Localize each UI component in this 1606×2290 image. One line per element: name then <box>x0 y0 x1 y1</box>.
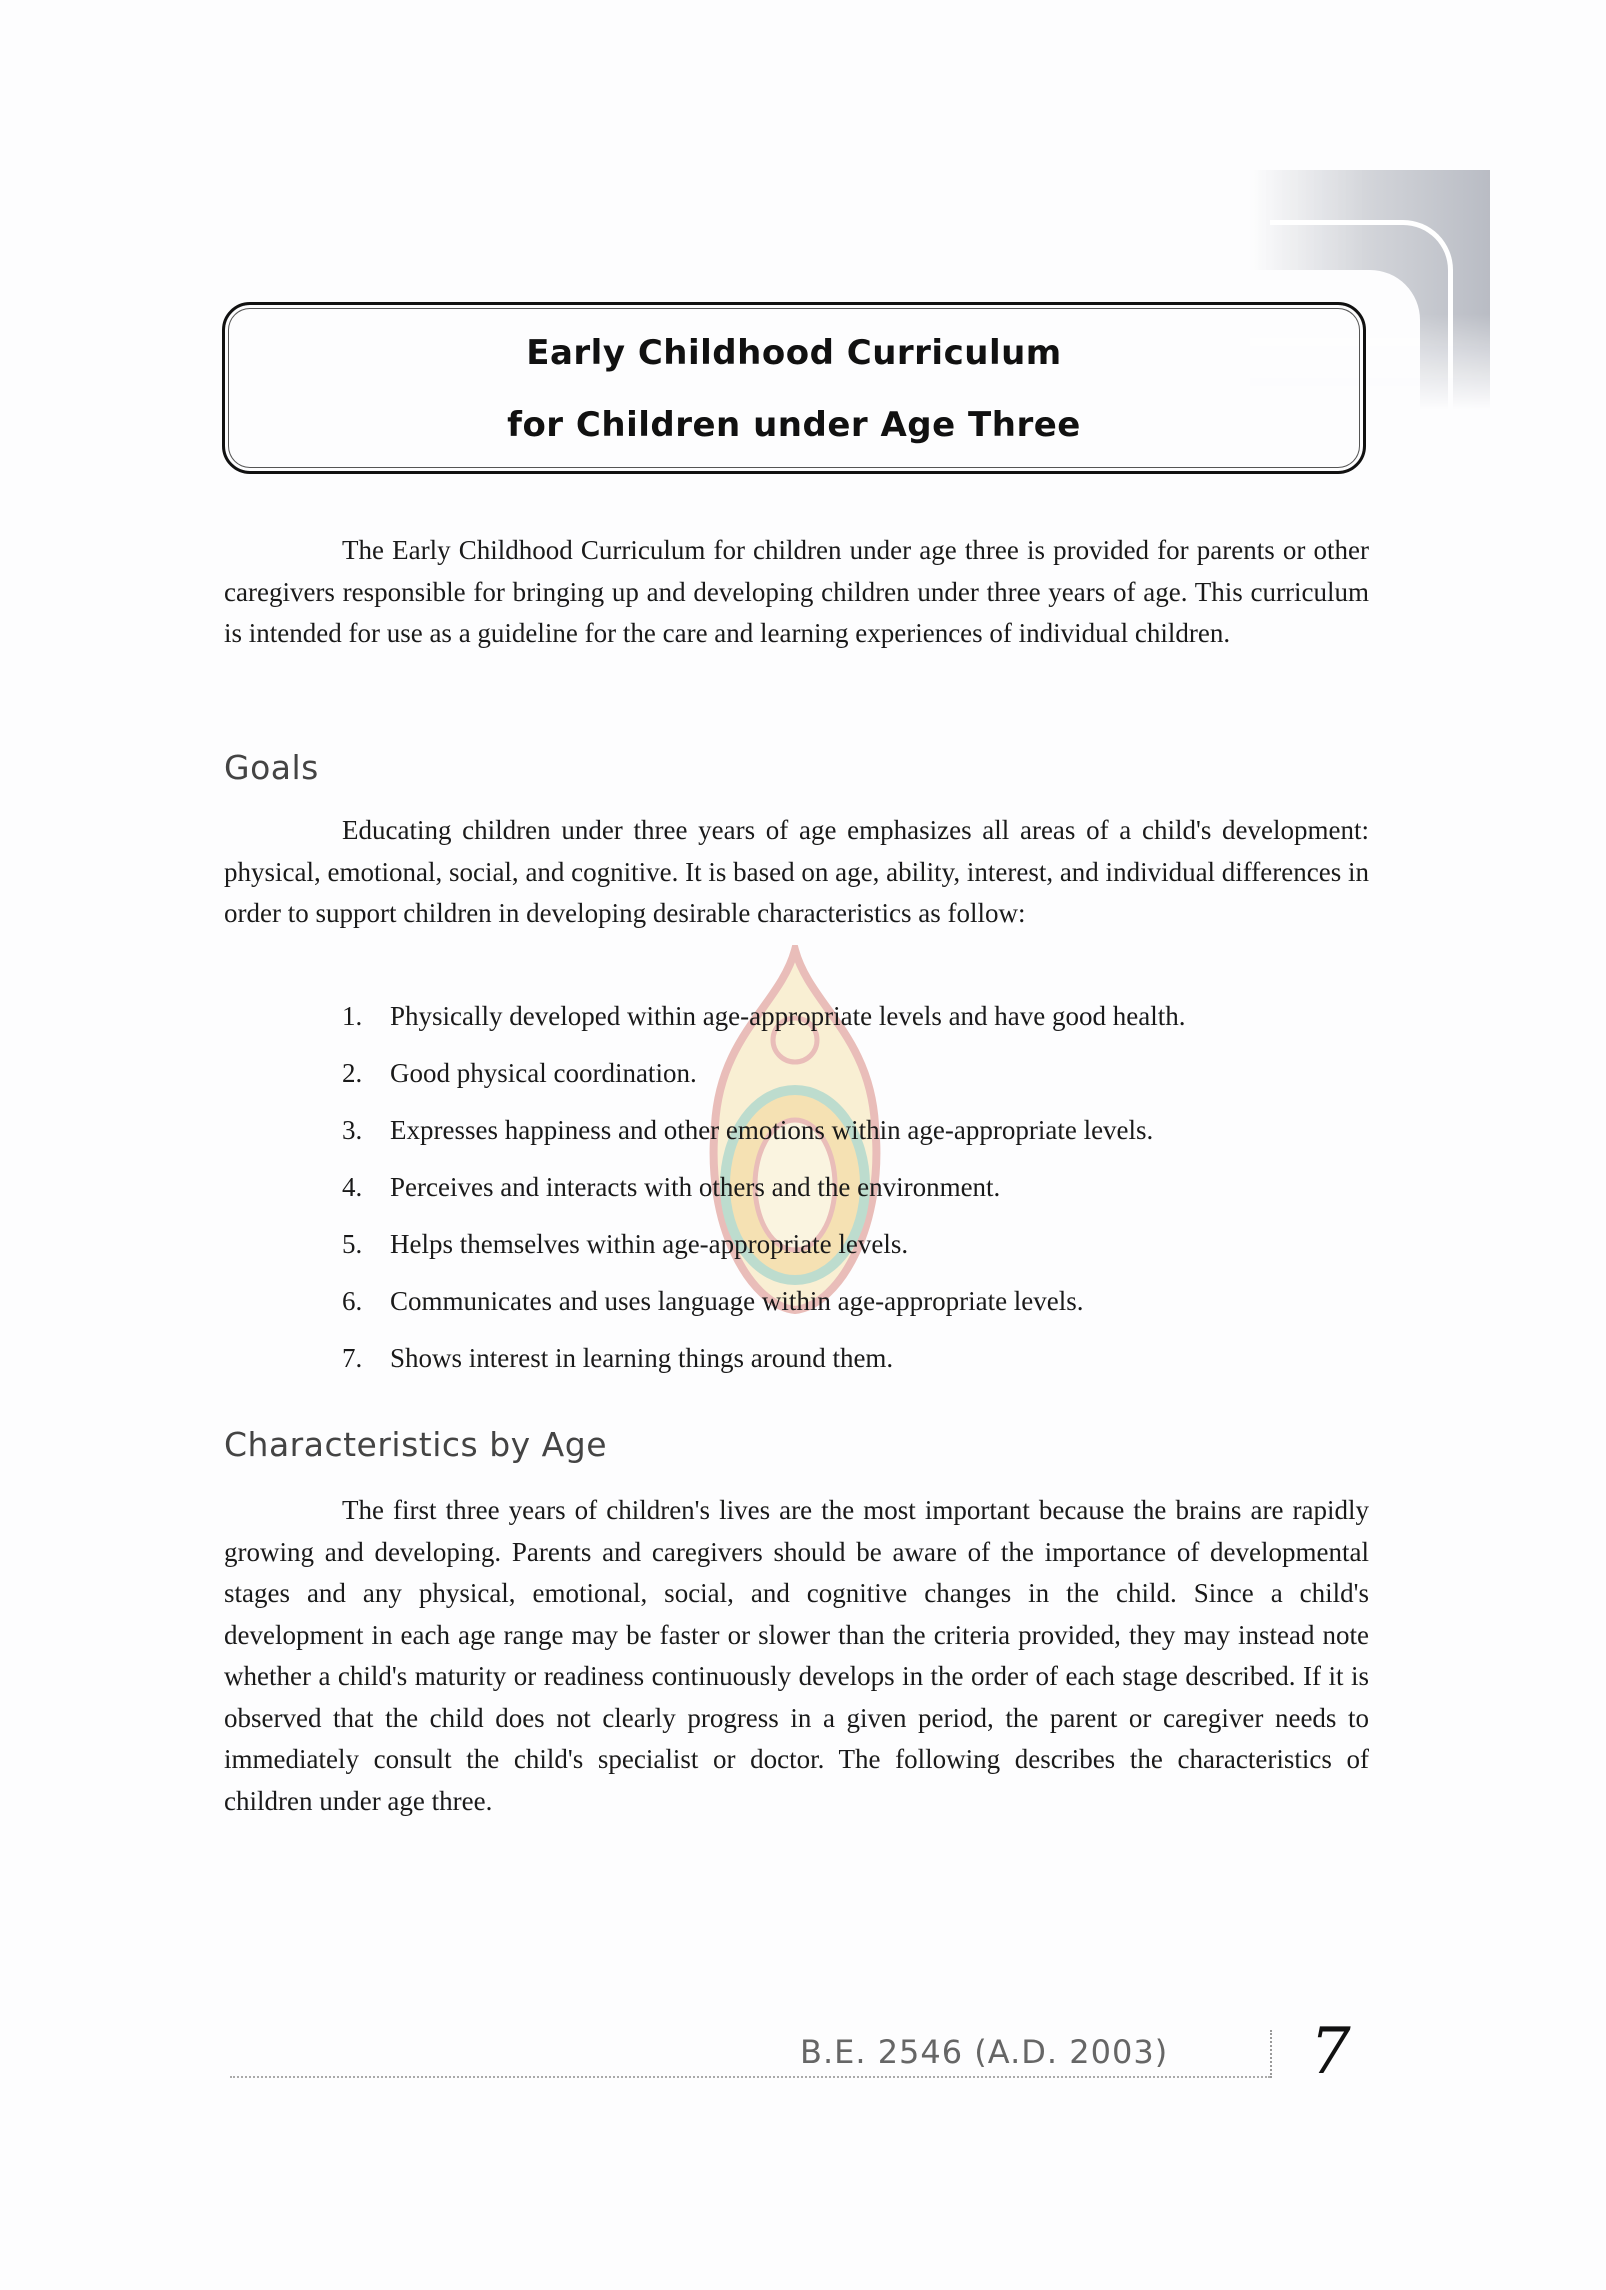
list-item: 3. Expresses happiness and other emotions within age-appropriate levels. <box>342 1115 1154 1145</box>
goals-paragraph: Educating children under three years of age emphasizes all areas of a child's development: physical, emotional, social, and cognitive. It is based on age, ability, interest, and individual differences in order to support children in developing desirable characteristics as follow: <box>224 815 1369 928</box>
list-item: 6. Communicates and uses language within age-appropriate levels. <box>342 1286 1084 1316</box>
list-item: 5. Helps themselves within age-appropriate levels. <box>342 1229 909 1259</box>
footer-divider <box>230 2076 1270 2078</box>
title-box <box>222 302 1366 474</box>
page-title-line-2: for Children under Age Three <box>507 405 1081 445</box>
goals-list <box>342 996 1186 1395</box>
list-item: 7. Shows interest in learning things around them. <box>342 1343 894 1373</box>
characteristics-heading: Characteristics by Age <box>224 1425 608 1464</box>
footer-separator <box>1270 2030 1272 2078</box>
list-item: 1. Physically developed within age-appropriate levels and have good health. <box>342 1001 1186 1031</box>
goals-heading: Goals <box>224 748 319 787</box>
characteristics-paragraph: The first three years of children's lives are the most important because the brains are rapidly growing and developing. Parents and caregivers should be aware of the importance of developmental stages and any physical, emotional, social, and cognitive changes in the child. Since a child's development in each age range may be faster or slower than the criteria provided, they may instead note whether a child's maturity or readiness continuously develops in the order of each stage described. If it is observed that the child does not clearly progress in a given period, the parent or caregiver needs to immediately consult the child's specialist or doctor. The following describes the characteristics of children under age three. <box>224 1495 1369 1816</box>
edition-label: B.E. 2546 (A.D. 2003) <box>800 2033 1169 2071</box>
intro-paragraph: The Early Childhood Curriculum for children under age three is provided for parents or other caregivers responsible for bringing up and developing children under three years of age. This curriculum is intended for use as a guideline for the care and learning experiences of individual children. <box>224 535 1369 648</box>
page-title-line-1: Early Childhood Curriculum <box>526 333 1062 373</box>
list-item: 4. Perceives and interacts with others and the environment. <box>342 1172 1001 1202</box>
page-number: 7 <box>1310 2015 1351 2089</box>
list-item: 2. Good physical coordination. <box>342 1058 697 1088</box>
